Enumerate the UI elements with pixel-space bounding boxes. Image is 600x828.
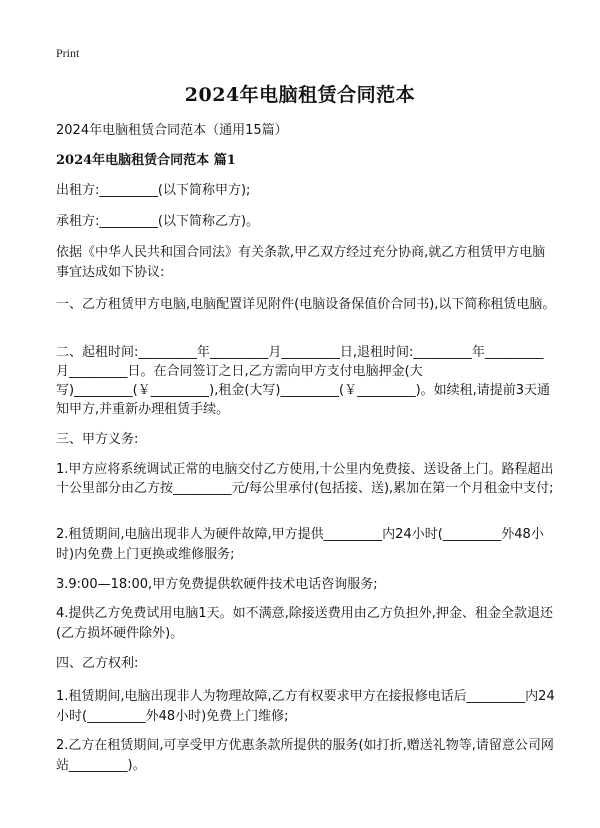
paragraph-lessor: 出租方:_________(以下简称甲方); (56, 183, 251, 198)
paragraph-obligation-1: 1.甲方应将系统调试正常的电脑交付乙方使用,十公里内免费接、送设备上门。路程超出十公里部分由乙方按_________元/每公里承付(包括接、送),累加在第一个月租金中支付; (56, 462, 554, 496)
document-subtitle: 2024年电脑租赁合同范本（通用15篇） (56, 123, 288, 138)
paragraph-right-1: 1.租赁期间,电脑出现非人为物理故障,乙方有权要求甲方在接报修电话后_________内24小时(_________外48小时)免费上门维修; (56, 689, 555, 724)
paragraph-basis: 依据《中华人民共和国合同法》有关条款,甲乙双方经过充分协商,就乙方租赁甲方电脑事宜达成如下协议: (56, 245, 546, 280)
heading-lessee-rights: 四、乙方权利: (56, 656, 139, 671)
paragraph-obligation-2: 2.租赁期间,电脑出现非人为硬件故障,甲方提供_________内24小时(_________外48小时)内免费上门更换或维修服务; (56, 527, 544, 562)
heading-lessor-obligations: 三、甲方义务: (56, 432, 139, 447)
section-heading: 2024年电脑租赁合同范本 篇1 (56, 153, 236, 168)
print-link[interactable]: Print (56, 46, 80, 60)
document-title: 2024年电脑租赁合同范本 (184, 84, 416, 106)
paragraph-right-2: 2.乙方在租赁期间,可享受甲方优惠条款所提供的服务(如打折,赠送礼物等,请留意公司网站_________)。 (56, 738, 554, 773)
paragraph-clause-2: 二、起租时间:_________年_________月_________日,退租时间:_________年_________月_________日。在合同签订之日,乙方需向甲方支付电脑押金(大写)_________(￥_________),租金(大写)_________(￥_________)。如续租,请提前3天通知甲方,并重新办理租赁手续。 (56, 345, 551, 417)
paragraph-clause-1: 一、乙方租赁甲方电脑,电脑配置详见附件(电脑设备保值价合同书),以下简称租赁电脑。 (56, 297, 556, 312)
paragraph-lessee: 承租方:_________(以下简称乙方)。 (56, 214, 260, 229)
paragraph-obligation-4: 4.提供乙方免费试用电脑1天。如不满意,除接送费用由乙方负担外,押金、租金全款退还(乙方损坏硬件除外)。 (56, 606, 553, 641)
paragraph-obligation-3: 3.9:00—18:00,甲方免费提供软硬件技术电话咨询服务; (56, 577, 378, 592)
